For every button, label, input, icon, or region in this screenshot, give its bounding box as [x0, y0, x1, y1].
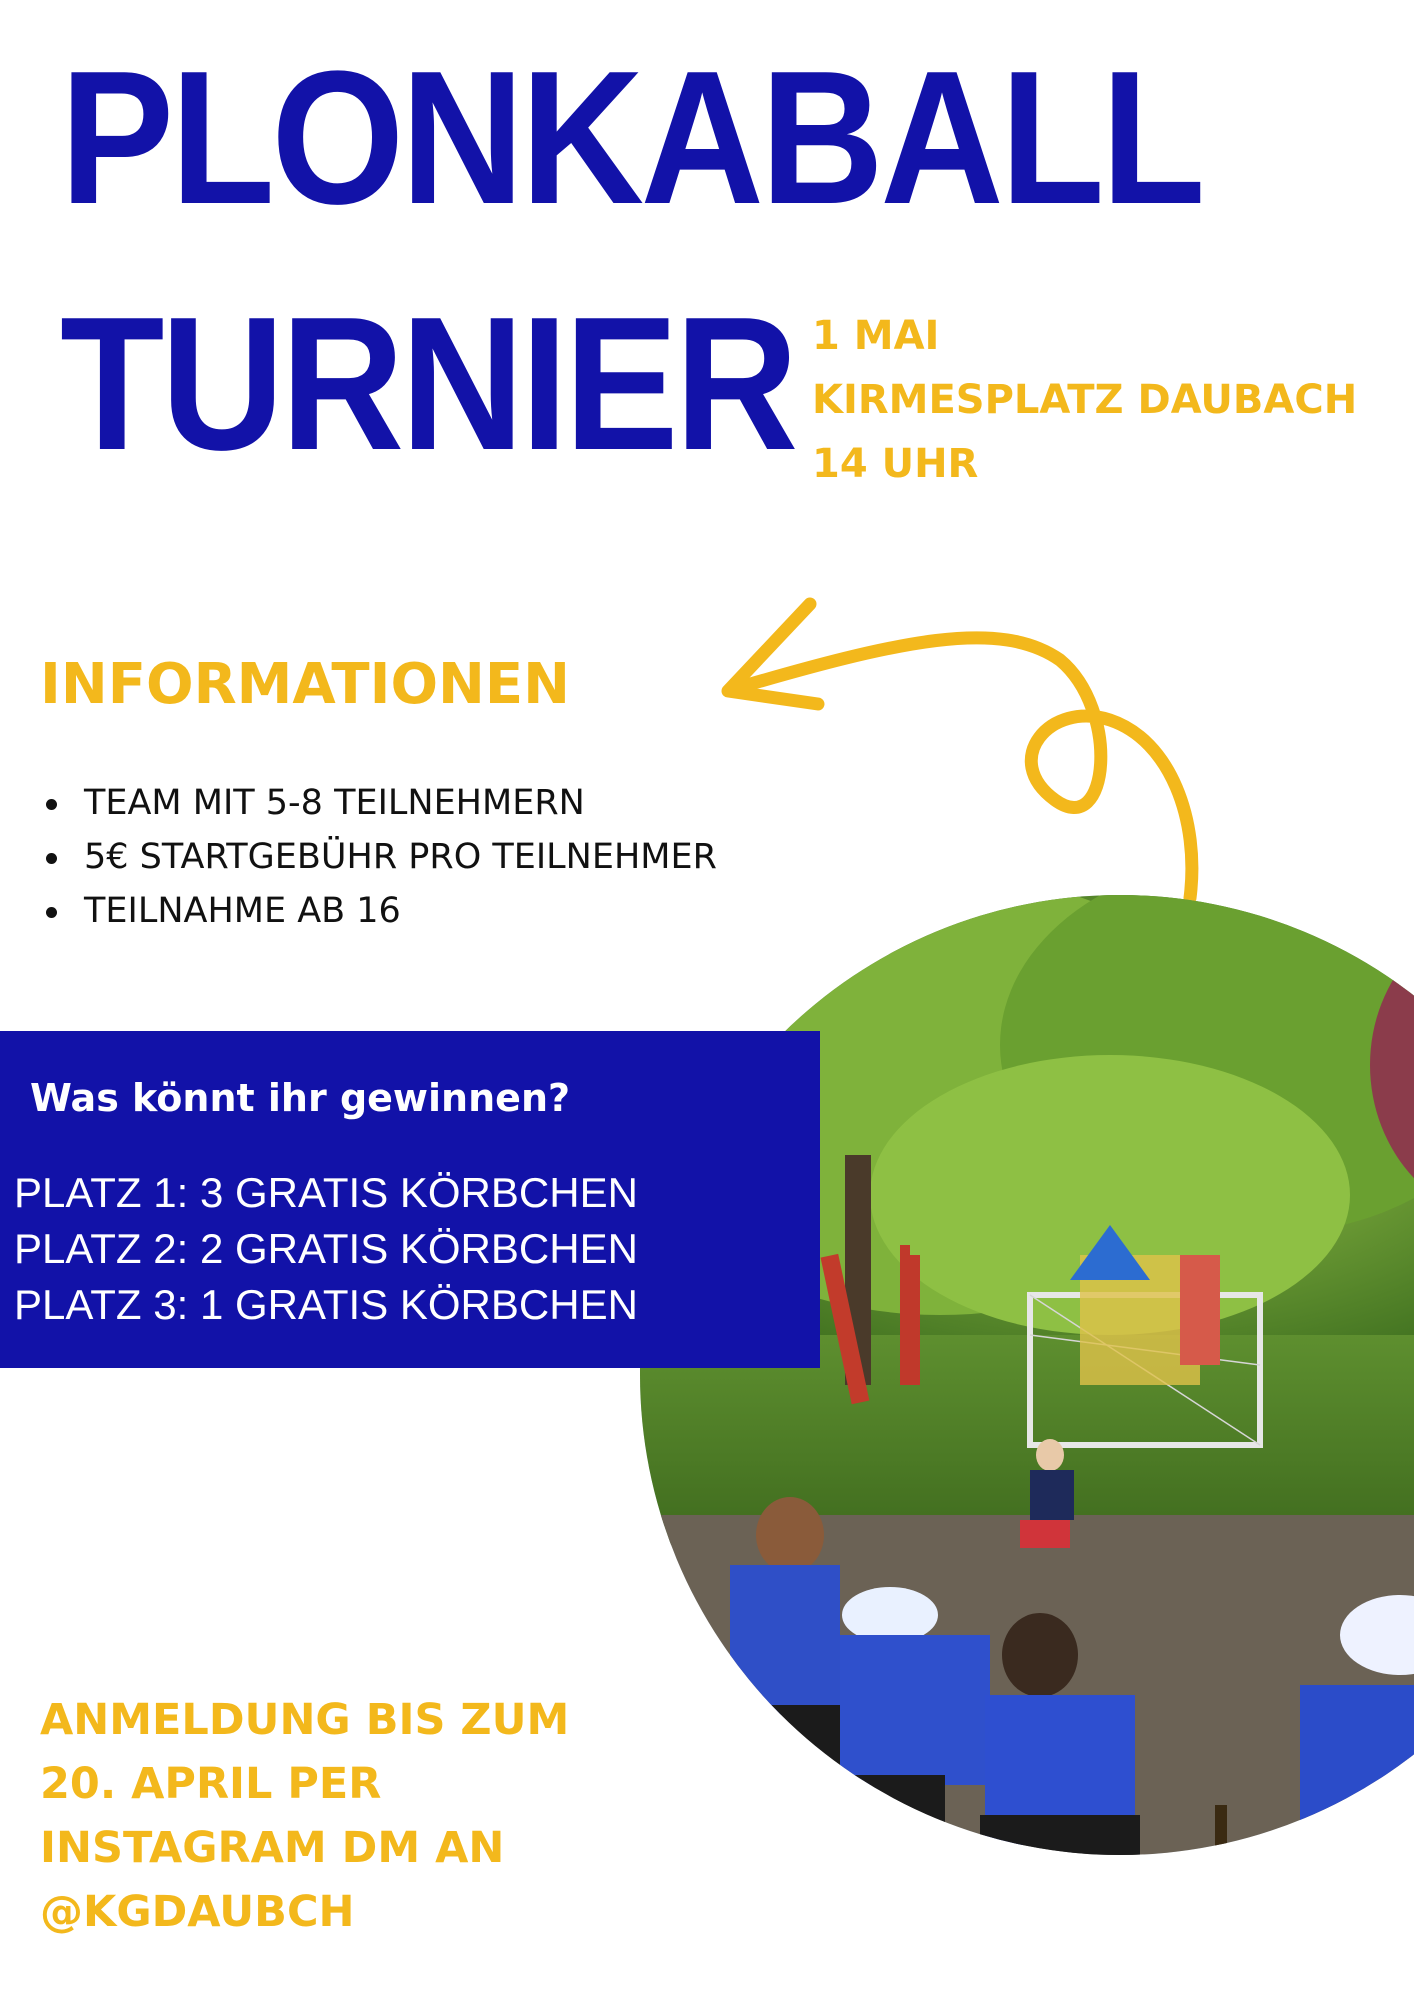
event-details: [812, 304, 1357, 496]
title-line-2: TURNIER: [60, 278, 795, 490]
prize-item: PLATZ 2: 2 GRATIS KÖRBCHEN: [14, 1225, 638, 1272]
bullet-icon: [46, 853, 57, 864]
list-item-label: TEILNAHME AB 16: [84, 891, 401, 931]
signup-line: ANMELDUNG BIS ZUM: [40, 1695, 570, 1745]
list-item-label: 5€ STARTGEBÜHR PRO TEILNEHMER: [84, 837, 717, 877]
title-line-1: PLONKABALL: [60, 32, 1202, 244]
list-item-label: TEAM MIT 5-8 TEILNEHMERN: [84, 783, 585, 823]
instagram-handle: @KGDAUBCH: [40, 1887, 355, 1937]
event-time: 14 UHR: [812, 441, 979, 487]
event-date: 1 MAI: [812, 313, 940, 359]
info-list: [40, 776, 717, 938]
curly-arrow-icon: [700, 590, 1220, 920]
signup-info: [40, 1688, 569, 1944]
bullet-icon: [46, 907, 57, 918]
prize-question: Was könnt ihr gewinnen?: [30, 1076, 571, 1120]
prize-item: PLATZ 1: 3 GRATIS KÖRBCHEN: [14, 1169, 638, 1216]
list-item: [40, 830, 717, 884]
signup-line: 20. APRIL PER: [40, 1759, 382, 1809]
list-item: [40, 776, 717, 830]
event-location: KIRMESPLATZ DAUBACH: [812, 377, 1358, 423]
signup-line: INSTAGRAM DM AN: [40, 1823, 505, 1873]
list-item: [40, 884, 717, 938]
bullet-icon: [46, 799, 57, 810]
prize-list: [14, 1165, 638, 1333]
info-heading: INFORMATIONEN: [40, 652, 571, 717]
prize-item: PLATZ 3: 1 GRATIS KÖRBCHEN: [14, 1281, 638, 1328]
